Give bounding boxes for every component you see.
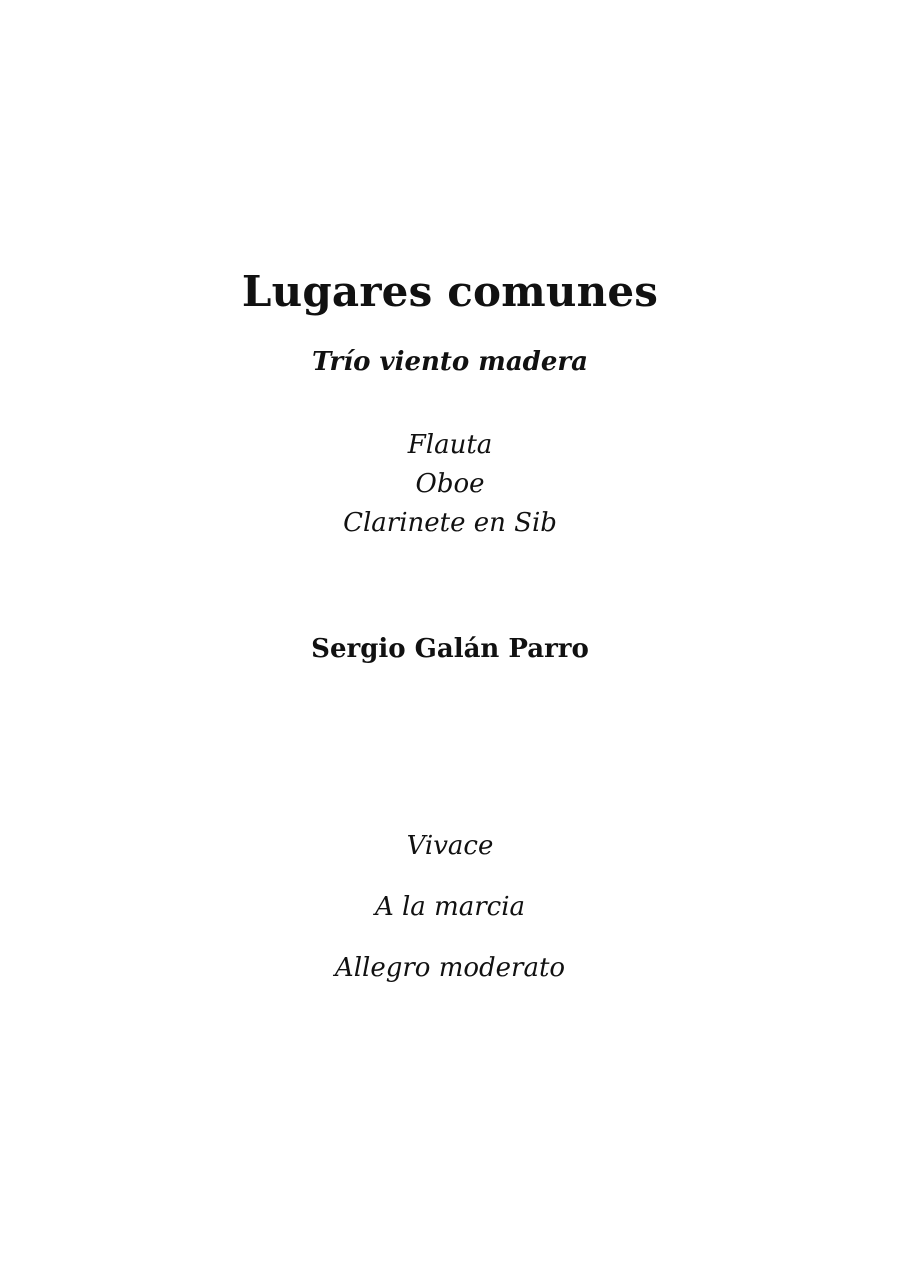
instrument-list <box>0 426 900 543</box>
instrument-item: Oboe <box>415 469 485 499</box>
work-subtitle: Trío viento madera <box>312 347 588 377</box>
composer-name: Sergio Galán Parro <box>311 634 589 664</box>
movement-item: Vivace <box>406 831 494 861</box>
movement-list <box>0 828 900 1011</box>
instrument-item: Flauta <box>407 430 493 460</box>
movement-item: A la marcia <box>374 892 526 922</box>
movement-item: Allegro moderato <box>334 953 566 983</box>
work-title: Lugares comunes <box>241 267 659 316</box>
instrument-item: Clarinete en Sib <box>343 508 557 538</box>
